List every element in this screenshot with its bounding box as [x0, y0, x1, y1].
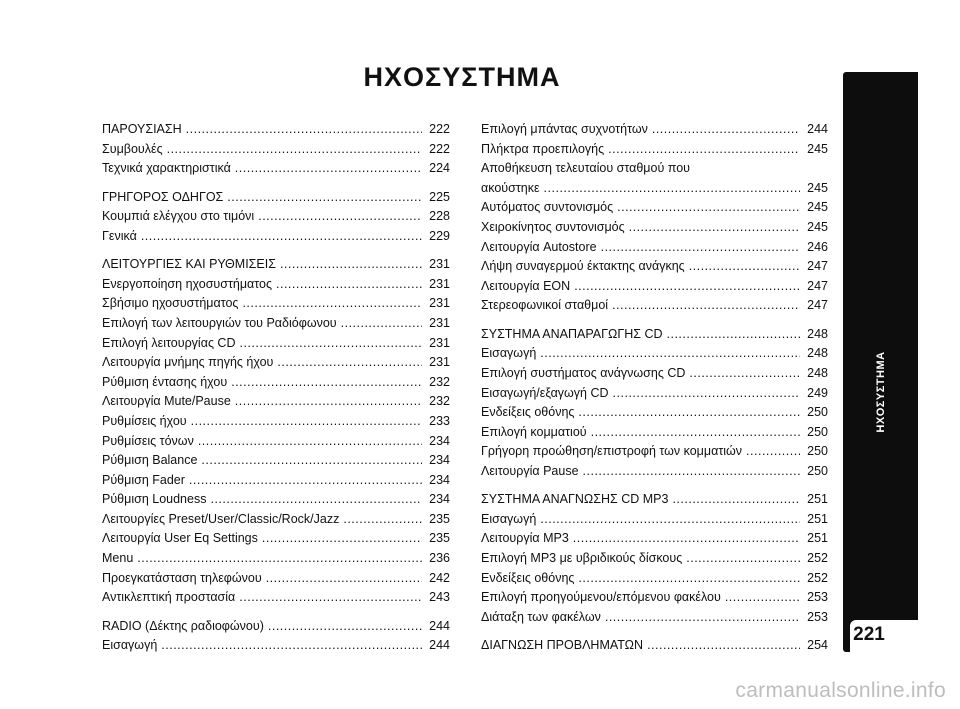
toc-entry [481, 529, 828, 549]
toc-entry [102, 373, 450, 393]
toc-entry-label: Επιλογή MP3 με υβριδικούς δίσκους [481, 551, 683, 566]
toc-entry-page: 247 [807, 278, 828, 293]
toc-entry [481, 120, 828, 140]
toc-entry-label: Τεχνικά χαρακτηριστικά [102, 161, 231, 176]
toc-entry [481, 364, 828, 384]
toc-entry-page: 231 [429, 257, 450, 272]
toc-entry-page: 246 [807, 239, 828, 254]
toc-leader-dots [235, 392, 422, 412]
toc-entry-label: Λειτουργία EON [481, 278, 571, 293]
toc-entry-page: 231 [429, 276, 450, 291]
toc-entry-page: 248 [807, 326, 828, 341]
toc-entry-label: Ρύθμιση Fader [102, 472, 185, 487]
toc-entry [102, 188, 450, 208]
toc-entry-page: 235 [429, 511, 450, 526]
toc-leader-dots [574, 277, 800, 297]
toc-entry [102, 451, 450, 471]
toc-entry [102, 412, 450, 432]
toc-entry-page: 234 [429, 492, 450, 507]
toc-entry [481, 462, 828, 482]
toc-entry-label: ΓΡΗΓΟΡΟΣ ΟΔΗΓΟΣ [102, 189, 224, 204]
toc-entry-label: Κουμπιά ελέγχου στο τιμόνι [102, 209, 255, 224]
toc-entry-page: 253 [807, 609, 828, 624]
toc-leader-dots [608, 140, 800, 160]
toc-entry-page: 222 [429, 122, 450, 136]
toc-entry [481, 325, 828, 345]
toc-entry-page: 234 [429, 472, 450, 487]
toc-leader-dots [258, 207, 422, 227]
toc-entry-page: 235 [429, 531, 450, 546]
toc-entry [481, 218, 828, 238]
toc-entry-page: 242 [429, 570, 450, 585]
toc-entry-page: 245 [807, 141, 828, 156]
toc-entry-page: 231 [429, 355, 450, 370]
toc-entry-page: 234 [429, 453, 450, 468]
toc-leader-dots [235, 159, 422, 179]
toc-entry-page: 250 [807, 405, 828, 420]
toc-entry [481, 442, 828, 462]
toc-entry-page: 234 [429, 433, 450, 448]
toc-entry-label: Ρυθμίσεις τόνων [102, 433, 194, 448]
toc-entry-label: Γρήγορη προώθηση/επιστροφή των κομματιών [481, 444, 743, 459]
toc-entry-label: Λειτουργία User Eq Settings [102, 531, 258, 546]
toc-entry-label: Εισαγωγή [481, 511, 537, 526]
toc-entry-label: Επιλογή μπάντας συχνοτήτων [481, 122, 648, 136]
toc-entry-page: 232 [429, 394, 450, 409]
toc-leader-dots [544, 179, 800, 199]
toc-leader-dots [137, 549, 422, 569]
toc-right-column [481, 120, 828, 656]
toc-leader-dots [617, 198, 800, 218]
toc-entry [102, 353, 450, 373]
toc-entry-page: 250 [807, 444, 828, 459]
toc-entry-label: Επιλογή συστήματος ανάγνωσης CD [481, 365, 686, 380]
toc-entry [102, 617, 450, 637]
toc-entry-label: Επιλογή κομματιού [481, 424, 587, 439]
toc-entry-page: 245 [807, 200, 828, 215]
toc-entry-page: 248 [807, 365, 828, 380]
toc-leader-dots [578, 569, 800, 589]
toc-entry [102, 159, 450, 179]
toc-leader-dots [189, 471, 422, 491]
toc-entry-label: Στερεοφωνικοί σταθμοί [481, 298, 609, 313]
toc-entry-page: 249 [807, 385, 828, 400]
toc-entry-label: ΠΑΡΟΥΣΙΑΣΗ [102, 122, 182, 136]
toc-entry-page: 222 [429, 141, 450, 156]
page-number: 221 [853, 624, 885, 645]
toc-leader-dots [268, 617, 422, 637]
toc-entry [102, 294, 450, 314]
toc-entry [102, 529, 450, 549]
toc-entry-label: Εισαγωγή/εξαγωγή CD [481, 385, 609, 400]
toc-entry [481, 198, 828, 218]
toc-entry-page: 247 [807, 298, 828, 313]
toc-entry [102, 588, 450, 608]
toc-entry [102, 255, 450, 275]
toc-entry-label: Λειτουργία Pause [481, 463, 579, 478]
toc-leader-dots [629, 218, 800, 238]
toc-entry-label: Λειτουργίες Preset/User/Classic/Rock/Jazz [102, 511, 340, 526]
toc-entry-label: ΣΥΣΤΗΜΑ ΑΝΑΠΑΡΑΓΩΓΗΣ CD [481, 326, 663, 341]
toc-entry-page: 243 [429, 590, 450, 605]
toc-entry-label: Ρύθμιση Balance [102, 453, 198, 468]
toc-leader-dots [591, 423, 800, 443]
toc-entry-page: 251 [807, 531, 828, 546]
toc-entry-label: Λειτουργία μνήμης πηγής ήχου [102, 355, 274, 370]
toc-entry-label: Ρύθμιση έντασης ήχου [102, 374, 228, 389]
toc-entry-label: Ενδείξεις οθόνης [481, 405, 575, 420]
toc-leader-dots [343, 510, 422, 530]
toc-entry [481, 296, 828, 316]
toc-entry [481, 636, 828, 656]
toc-entry [102, 392, 450, 412]
toc-entry [481, 384, 828, 404]
toc-leader-dots [540, 510, 800, 530]
toc-entry-page: 231 [429, 335, 450, 350]
toc-entry [481, 238, 828, 258]
toc-entry-page: 251 [807, 511, 828, 526]
toc-entry-label: Λήψη συναγερμού έκτακτης ανάγκης [481, 259, 685, 274]
toc-entry-page: 225 [429, 189, 450, 204]
toc-entry-label: Ρύθμιση Loudness [102, 492, 207, 507]
toc-entry-page: 231 [429, 296, 450, 311]
toc-entry-label: ακούστηκε [481, 180, 540, 195]
toc-entry-label: Χειροκίνητος συντονισμός [481, 219, 625, 234]
toc-entry-page: 228 [429, 209, 450, 224]
toc-entry-page: 224 [429, 161, 450, 176]
toc-leader-dots [725, 588, 800, 608]
toc-leader-dots [280, 255, 422, 275]
toc-entry-label: Ενεργοποίηση ηχοσυστήματος [102, 276, 273, 291]
toc-leader-dots [191, 412, 422, 432]
toc-leader-dots [231, 373, 422, 393]
toc-entry-page: 229 [429, 228, 450, 243]
toc-entry-label: Menu [102, 551, 134, 566]
toc-entry-label: Επιλογή λειτουργίας CD [102, 335, 236, 350]
toc-leader-dots [276, 275, 422, 295]
toc-leader-dots [686, 549, 800, 569]
toc-leader-dots [613, 384, 800, 404]
toc-leader-dots [612, 296, 800, 316]
toc-leader-dots [573, 529, 800, 549]
toc-entry-page: 231 [429, 315, 450, 330]
toc-entry-page: 236 [429, 551, 450, 566]
toc-entry [102, 432, 450, 452]
toc-leader-dots [242, 294, 422, 314]
toc-leader-dots [601, 238, 800, 258]
toc-leader-dots [341, 314, 422, 334]
toc-leader-dots [227, 188, 422, 208]
toc-entry-label: Λειτουργία MP3 [481, 531, 569, 546]
toc-entry [481, 588, 828, 608]
toc-leader-dots [667, 325, 800, 345]
toc-entry-label: Συμβουλές [102, 141, 163, 156]
toc-entry-page: 245 [807, 180, 828, 195]
toc-entry [481, 423, 828, 443]
toc-entry-label: Επιλογή των λειτουργιών του Ραδιόφωνου [102, 315, 337, 330]
toc-entry-label: RADIO (Δέκτης ραδιοφώνου) [102, 618, 264, 633]
toc-entry [102, 314, 450, 334]
toc-entry-page: 252 [807, 570, 828, 585]
toc-entry [102, 140, 450, 160]
toc-entry [102, 490, 450, 510]
toc-entry [481, 549, 828, 569]
toc-entry-label: Διάταξη των φακέλων [481, 609, 601, 624]
toc-leader-dots [240, 334, 423, 354]
toc-entry-page: 232 [429, 374, 450, 389]
toc-entry [481, 257, 828, 277]
toc-leader-dots [201, 451, 422, 471]
toc-entry [481, 510, 828, 530]
toc-entry-page: 250 [807, 463, 828, 478]
toc-entry-page: 253 [807, 590, 828, 605]
toc-entry-page: 245 [807, 219, 828, 234]
toc-entry-page: 233 [429, 413, 450, 428]
toc-entry-page: 254 [807, 638, 828, 653]
toc-entry [102, 471, 450, 491]
toc-entry-label: Σβήσιμο ηχοσυστήματος [102, 296, 239, 311]
toc-entry-page: 250 [807, 424, 828, 439]
toc-entry [102, 510, 450, 530]
section-side-tab [843, 72, 918, 652]
toc-entry [481, 277, 828, 297]
toc-entry-label: Προεγκατάσταση τηλεφώνου [102, 570, 262, 585]
toc-leader-dots [186, 120, 422, 140]
toc-leader-dots [540, 344, 800, 364]
toc-leader-dots [578, 403, 800, 423]
toc-entry [102, 227, 450, 247]
toc-entry-label: ΣΥΣΤΗΜΑ ΑΝΑΓΝΩΣΗΣ CD MP3 [481, 492, 669, 507]
toc-entry [481, 403, 828, 423]
toc-leader-dots [198, 432, 422, 452]
toc-entry [102, 275, 450, 295]
toc-entry-label: Ρυθμίσεις ήχου [102, 413, 187, 428]
toc-entry-page: 248 [807, 346, 828, 361]
toc-entry [481, 179, 828, 199]
toc-leader-dots [647, 636, 800, 656]
toc-entry-label: Λειτουργία Mute/Pause [102, 394, 231, 409]
toc-entry-label: Λειτουργία Autostore [481, 239, 597, 254]
toc-leader-dots [277, 353, 422, 373]
toc-entry [481, 569, 828, 589]
toc-entry-label: Επιλογή προηγούμενου/επόμενου φακέλου [481, 590, 721, 605]
toc-entry [481, 608, 828, 628]
toc-leader-dots [141, 227, 422, 247]
toc-entry-page: 251 [807, 492, 828, 507]
toc-leader-dots [210, 490, 422, 510]
toc-entry-label: Αυτόματος συντονισμός [481, 200, 614, 215]
toc-entry [481, 140, 828, 160]
toc-leader-dots [652, 120, 800, 140]
toc-entry-label: ΛΕΙΤΟΥΡΓΙΕΣ ΚΑΙ ΡΥΘΜΙΣΕΙΣ [102, 257, 276, 272]
toc-leader-dots [689, 257, 800, 277]
toc-entry-label: Πλήκτρα προεπιλογής [481, 141, 605, 156]
toc-entry-label: Ενδείξεις οθόνης [481, 570, 575, 585]
toc-leader-dots [689, 364, 800, 384]
toc-entry-label: Εισαγωγή [102, 638, 158, 653]
toc-entry-page: 252 [807, 551, 828, 566]
side-tab-label: ΗΧΟΣΥΣΤΗΜΑ [874, 351, 887, 433]
toc-entry-label: Εισαγωγή [481, 346, 537, 361]
watermark: carmanualsonline.info [735, 679, 946, 702]
toc-entry-label: Αντικλεπτική προστασία [102, 590, 236, 605]
page-title: ΗΧΟΣΥΣΤΗΜΑ [363, 62, 561, 92]
toc-leader-dots [746, 442, 800, 462]
toc-leader-dots [605, 608, 800, 628]
toc-entry-page: 247 [807, 259, 828, 274]
toc-leader-dots [583, 462, 800, 482]
toc-leader-dots [672, 490, 800, 510]
toc-leader-dots [266, 569, 422, 589]
toc-entry [102, 636, 450, 656]
toc-entry-page: 244 [807, 122, 828, 136]
toc-entry [102, 549, 450, 569]
toc-left-column [102, 120, 450, 656]
toc-entry-page: 244 [429, 618, 450, 633]
toc-entry-label: ΔΙΑΓΝΩΣΗ ΠΡΟΒΛΗΜΑΤΩΝ [481, 638, 644, 653]
toc-leader-dots [167, 140, 422, 160]
toc-entry [481, 344, 828, 364]
toc-entry [102, 207, 450, 227]
toc-entry [481, 490, 828, 510]
toc-entry [102, 120, 450, 140]
toc-entry-label: Γενικά [102, 228, 137, 243]
toc-entry-page: 244 [429, 638, 450, 653]
toc-leader-dots [262, 529, 422, 549]
toc-entry [102, 569, 450, 589]
toc-leader-dots [161, 636, 422, 656]
toc-entry-label-line: Αποθήκευση τελευταίου σταθμού που [481, 161, 690, 176]
toc-entry [102, 334, 450, 354]
toc-leader-dots [239, 588, 422, 608]
